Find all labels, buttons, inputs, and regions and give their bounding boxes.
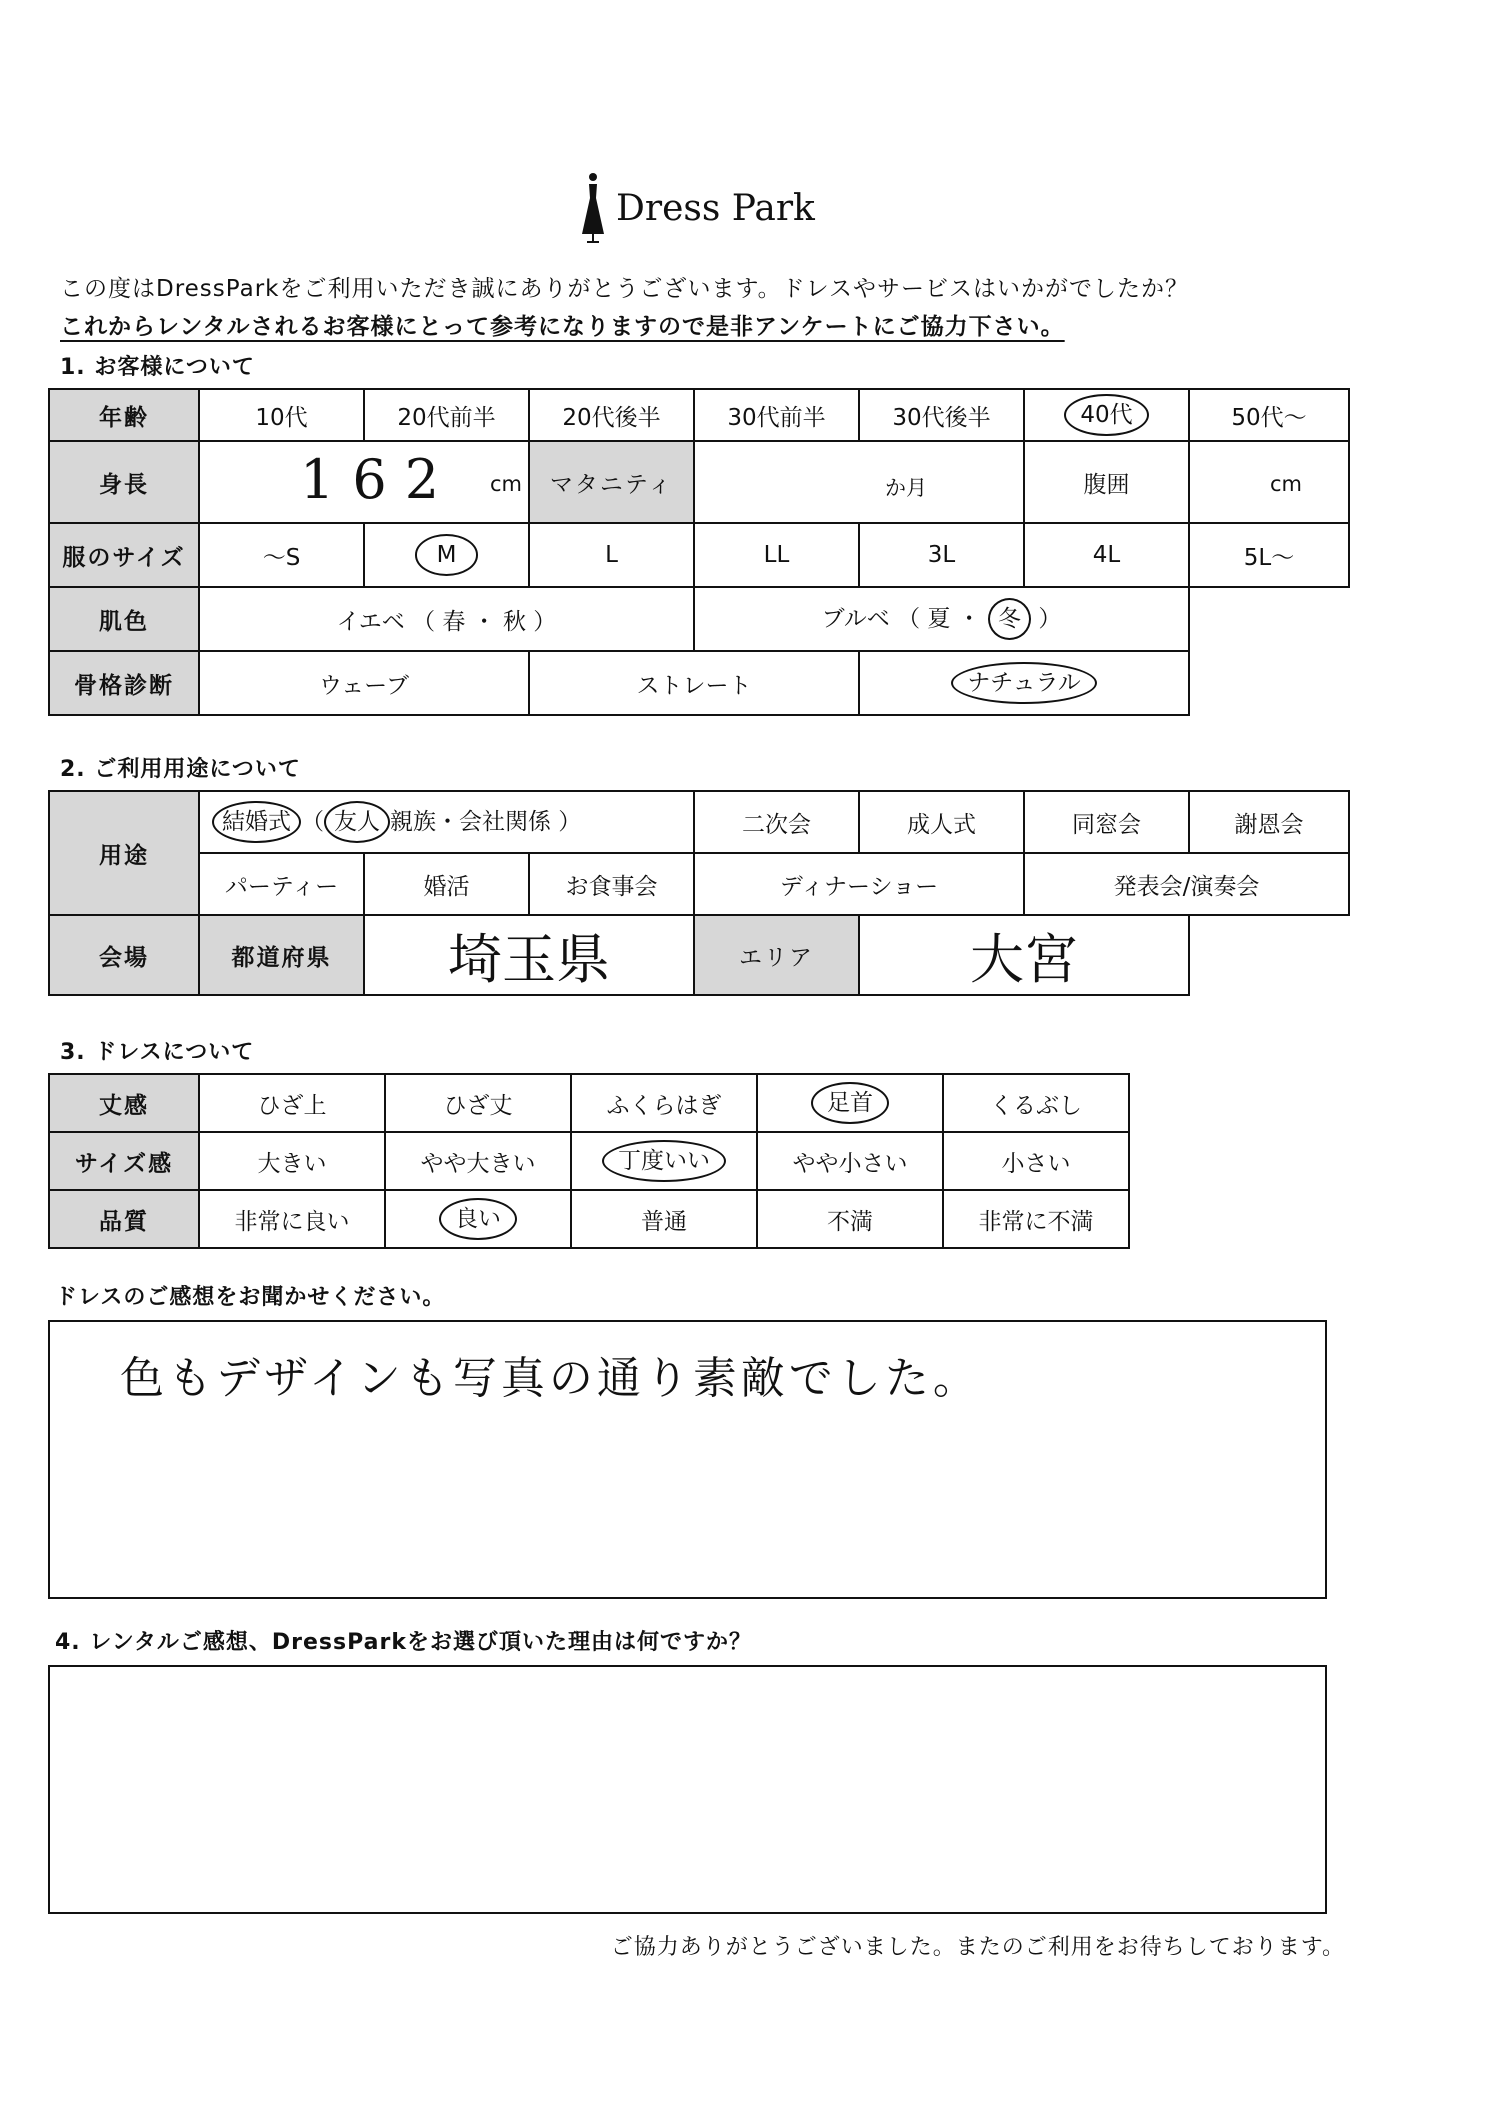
prefecture-value: 埼玉県: [448, 927, 610, 991]
purpose-row-1: [49, 791, 1349, 853]
area-value: 大宮: [970, 927, 1079, 991]
section2-title: 2. ご利用用途について: [60, 757, 301, 782]
area-label: エリア: [694, 915, 859, 995]
height-unit: cm: [489, 472, 522, 496]
purpose-option[interactable]: 成人式: [859, 791, 1024, 853]
skin-blue-prefix: ブルベ （ 夏 ・: [821, 606, 981, 632]
purpose-row-2: [49, 853, 1349, 915]
impression-textbox[interactable]: [48, 1320, 1327, 1599]
dress-table: [48, 1073, 1130, 1249]
waist-unit: cm: [1270, 472, 1303, 496]
length-option[interactable]: ふくらはぎ: [571, 1074, 757, 1132]
age-option[interactable]: 30代前半: [694, 389, 859, 441]
quality-option[interactable]: 普通: [571, 1190, 757, 1248]
size-option[interactable]: 5L～: [1189, 523, 1349, 587]
intro-line-1: この度はDressParkをご利用いただき誠にありがとうございます。ドレスやサービスはいかがでしたか？: [60, 276, 1189, 302]
prefecture-label: 都道府県: [199, 915, 364, 995]
waist-label: 腹囲: [1024, 441, 1189, 523]
quality-option[interactable]: 不満: [757, 1190, 943, 1248]
size-row: [49, 523, 1349, 587]
length-option-selected[interactable]: [757, 1074, 943, 1132]
purpose-option[interactable]: 謝恩会: [1189, 791, 1349, 853]
selection-circle: 足首: [811, 1082, 889, 1124]
length-option[interactable]: ひざ丈: [385, 1074, 571, 1132]
logo-text: Dress Park: [616, 187, 815, 229]
skin-label: 肌色: [49, 587, 199, 651]
size-option[interactable]: 3L: [859, 523, 1024, 587]
customer-table: [48, 388, 1350, 716]
impression-text: 色もデザインも写真の通り素敵でした。: [120, 1353, 981, 1404]
maternity-label: マタニティ: [529, 441, 694, 523]
age-option-selected[interactable]: [1024, 389, 1189, 441]
purpose-wedding-cell[interactable]: [199, 791, 694, 853]
paren-open: （: [301, 809, 324, 835]
purpose-option[interactable]: 二次会: [694, 791, 859, 853]
length-label: 丈感: [49, 1074, 199, 1132]
venue-label: 会場: [49, 915, 199, 995]
fit-option[interactable]: 小さい: [943, 1132, 1129, 1190]
age-option[interactable]: 30代後半: [859, 389, 1024, 441]
purpose-option[interactable]: 同窓会: [1024, 791, 1189, 853]
age-row: [49, 389, 1349, 441]
selection-circle: 40代: [1064, 394, 1148, 436]
quality-option[interactable]: 非常に良い: [199, 1190, 385, 1248]
purpose-option[interactable]: パーティー: [199, 853, 364, 915]
fit-label: サイズ感: [49, 1132, 199, 1190]
fit-option[interactable]: やや小さい: [757, 1132, 943, 1190]
area-field[interactable]: [859, 915, 1189, 995]
usage-table: [48, 790, 1350, 996]
purpose-relatives: 親族・会社関係 ）: [390, 809, 582, 835]
selection-circle: 冬: [988, 598, 1031, 640]
age-option[interactable]: 50代～: [1189, 389, 1349, 441]
purpose-option[interactable]: 婚活: [364, 853, 529, 915]
skin-yellow-option[interactable]: イエベ （ 春 ・ 秋 ）: [199, 587, 694, 651]
size-option-selected[interactable]: [364, 523, 529, 587]
section4-title: 4. レンタルご感想、DressParkをお選び頂いた理由は何ですか？: [55, 1630, 752, 1655]
purpose-label: 用途: [49, 791, 199, 915]
length-row: [49, 1074, 1129, 1132]
selection-circle: ナチュラル: [951, 662, 1097, 704]
size-option[interactable]: ～S: [199, 523, 364, 587]
dresspark-logo: [580, 168, 815, 248]
venue-row: [49, 915, 1349, 995]
frame-option[interactable]: ウェーブ: [199, 651, 529, 715]
frame-option[interactable]: ストレート: [529, 651, 859, 715]
age-option[interactable]: 20代後半: [529, 389, 694, 441]
reason-textbox[interactable]: [48, 1665, 1327, 1914]
frame-option-selected[interactable]: [859, 651, 1189, 715]
age-label: 年齢: [49, 389, 199, 441]
purpose-option[interactable]: 発表会/演奏会: [1024, 853, 1349, 915]
age-option[interactable]: 20代前半: [364, 389, 529, 441]
height-label: 身長: [49, 441, 199, 523]
fit-option[interactable]: やや大きい: [385, 1132, 571, 1190]
purpose-option[interactable]: ディナーショー: [694, 853, 1024, 915]
section3-title: 3. ドレスについて: [60, 1040, 255, 1065]
selection-circle: M: [415, 534, 479, 576]
selection-circle: 丁度いい: [602, 1140, 726, 1182]
fit-option-selected[interactable]: [571, 1132, 757, 1190]
section1-title: 1. お客様について: [60, 355, 255, 380]
dress-icon: [580, 172, 606, 244]
waist-field[interactable]: [1189, 441, 1349, 523]
size-option[interactable]: L: [529, 523, 694, 587]
size-option[interactable]: 4L: [1024, 523, 1189, 587]
skin-blue-suffix: ）: [1038, 606, 1062, 632]
fit-row: [49, 1132, 1129, 1190]
selection-circle: 良い: [439, 1198, 517, 1240]
quality-option[interactable]: 非常に不満: [943, 1190, 1129, 1248]
skin-row: [49, 587, 1349, 651]
selection-circle: 結婚式: [212, 801, 301, 843]
intro-line-2: これからレンタルされるお客様にとって参考になりますので是非アンケートにご協力下さい。: [60, 314, 1065, 340]
frame-label: 骨格診断: [49, 651, 199, 715]
height-value: 162: [300, 448, 458, 511]
months-unit: か月: [885, 476, 927, 500]
size-option[interactable]: LL: [694, 523, 859, 587]
quality-row: [49, 1190, 1129, 1248]
selection-circle: 友人: [324, 801, 390, 843]
frame-row: [49, 651, 1349, 715]
fit-option[interactable]: 大きい: [199, 1132, 385, 1190]
purpose-option[interactable]: お食事会: [529, 853, 694, 915]
size-label: 服のサイズ: [49, 523, 199, 587]
length-option[interactable]: ひざ上: [199, 1074, 385, 1132]
footer-thanks: ご協力ありがとうございました。またのご利用をお待ちしております。: [610, 1935, 1345, 1960]
quality-label: 品質: [49, 1190, 199, 1248]
prefecture-field[interactable]: [364, 915, 694, 995]
quality-option-selected[interactable]: [385, 1190, 571, 1248]
height-field[interactable]: [199, 441, 529, 523]
skin-blue-option[interactable]: [694, 587, 1189, 651]
impression-label: ドレスのご感想をお聞かせください。: [55, 1285, 446, 1310]
height-row: [49, 441, 1349, 523]
age-option[interactable]: 10代: [199, 389, 364, 441]
maternity-months-field[interactable]: [694, 441, 1024, 523]
length-option[interactable]: くるぶし: [943, 1074, 1129, 1132]
